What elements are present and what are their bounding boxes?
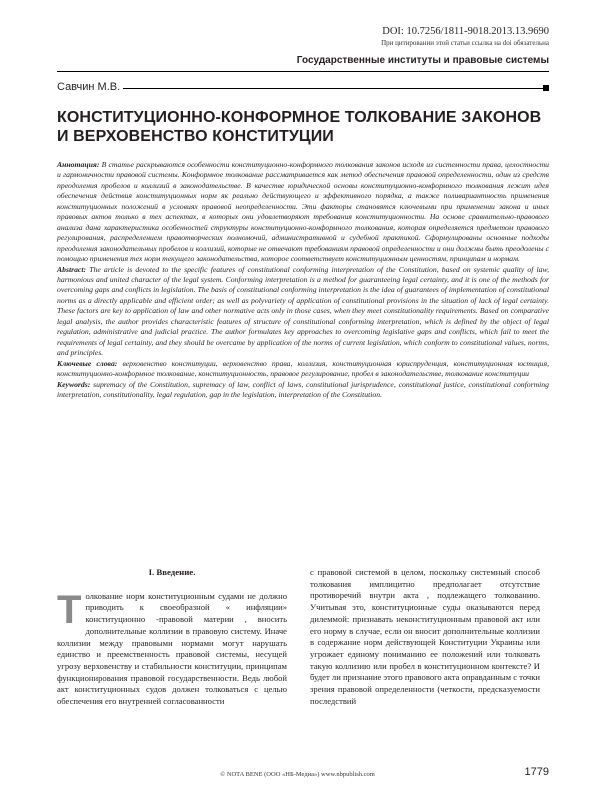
body-column-right [310,567,540,707]
keywords-ru-label: Ключевые слова: [57,358,118,368]
abstract-ru [57,160,549,265]
citation-note: При цитировании этой статьи ссылка на doi обязательна [381,39,549,47]
keywords-en [57,380,549,401]
abstract-en-label: Abstract: [57,264,87,274]
keywords-en-text: supremacy of the Constitution, supremacy of law, conflict of laws, constitutional jurisprudence, constitutional justice, constitutional conforming interpretation, constitutionality, legal regulation, gap in the legislation, interpretation of the Constitution. [57,379,549,399]
keywords-ru-text: верховенство конституции, верховенство права, коллизия, конституционная юриспруденция, конституционная юстиция, конституционно-конформное толкование, конституционность, правовое регулирование, пробел в законодательстве, толкование конституции [57,358,550,379]
abstract-ru-text: В статье раскрываются особенности конституционно-конформного толкования законов исходя из системности права, целостности и гармоничности правовой системы. Конформное толкование рассматривается как метод обеспечения правовой определенности, один из средств преодоления пробелов и коллизий в законодательстве. В качестве юридической основы конституционно-конформного толкования лежит идея обеспечения действия конституционных норм як реально действующего и эффективного порядка, а также поливариантность применения конституционных положений в условиях правовой неопределенности. Эти факторы становятся ключевыми при применении закона и иных правовых актов только в тех аспектах, в которых они удовлетворяют требования конституционности. На основе сравнительно-правового анализа дана характеристика особенностей структуры конституционно-конформного толкования, которая определяется предметом правового регулирования, распределением правотворческих полномочий, административной и судебной практикой. Сформулированы основные подходы преодоления законодательных пробелов и коллизий, которые не отвечают требованиям правовой определенности и они должны быть преодолены с помощью применения тех норм текущего законодательства, которое соответствует конституционным ценностям, принципам и нормам. [57,160,550,264]
author-row [57,81,549,95]
intro-paragraph [57,587,287,708]
abstract-en [57,265,549,359]
abstract-ru-label: Аннотация: [57,160,100,169]
page-number: 1779 [524,766,549,778]
section-heading: I. Введение. [148,567,196,577]
keywords-en-label: Keywords: [57,379,91,389]
author-square-marker [543,85,549,91]
author-rule [117,88,545,89]
abstract-en-text: The article is devoted to the specific features of constitutional conforming interpretation of the Constitution, based on systemic quality of law, harmonious and united character of the legal system. Conforming interpretation is a method for guaranteeing legal certainty, and it is one of the methods for overcoming gaps and conflicts in legislation. The basis of constitutional conforming interpretation is the idea of guarantees of implementation of constitutional norms as a directly applicable and efficient order; as well as polyvariety of application of constitutional provisions in the situation of lack of legal certainty. These factors are key to application of law and other normative acts only in those cases, when they meet constitutionality requirements. Based on comparative legal analysis, the author provides characteristic features of structure of constitutional conforming interpretation, which is defined by the object of legal regulation, administrative and judicial practice. The author formulates key approaches to overcoming legislative gaps and conflicts, which fail to meet the requirements of legal certainty, and they should be overcame by application of the norms of current legislation, which conform to constitutional values, norms, and principles. [57,264,549,358]
continued-paragraph: с правовой системой в целом, поскольку системный способ толкования имплицитно предполагает отсутствие противоречий внутри акта , подлежащего толкованию. Учитывая это, конституционные суды оказываются перед дилеммой: признавать неконституционным правовой акт или его норму в случае, если он вносит дополнительные коллизии в содержание норм действующей Конституции Украины или угрожает единому пониманию ее положений или толковать такую коллизию или пробел в конституционном контексте? И будет ли признание этого правового акта оправданным с точки зрения правовой определенности (четкости, предсказуемости последствий [310,567,540,706]
section-title: Государственные институты и правовые системы [296,55,549,66]
keywords-ru [57,359,549,380]
drop-cap: Т [57,587,82,632]
article-title: КОНСТИТУЦИОННО-КОНФОРМНОЕ ТОЛКОВАНИЕ ЗАКОНОВ И ВЕРХОВЕНСТВО КОНСТИТУЦИИ [57,109,542,145]
author-name: Савчин М.В. [57,81,123,93]
publisher-footer[interactable]: © NOTA BENE (ООО «НБ-Медиа») www.nbpublish.com [220,771,375,778]
body-column-left [57,567,287,708]
doi-line[interactable]: DOI: 10.7256/1811-9018.2013.13.9690 [382,26,549,37]
abstract-block [57,160,549,400]
intro-text: олкование норм конституционным судами не должно приводить к своеобразной « инфляции» конституционно -правовой материи , вносить дополнительные коллизии в правовую систему. Иначе коллизии между правовыми нормами могут нарушать единство и преемственность правовой системы, несущей угрозу верховенству и стабильности конституции, принципам функционирования правовой государственности. Ведь любой акт конституционных судов должен толковаться с целью обеспечения его внутренней согласованности [57,590,287,707]
header-rule [57,71,549,72]
